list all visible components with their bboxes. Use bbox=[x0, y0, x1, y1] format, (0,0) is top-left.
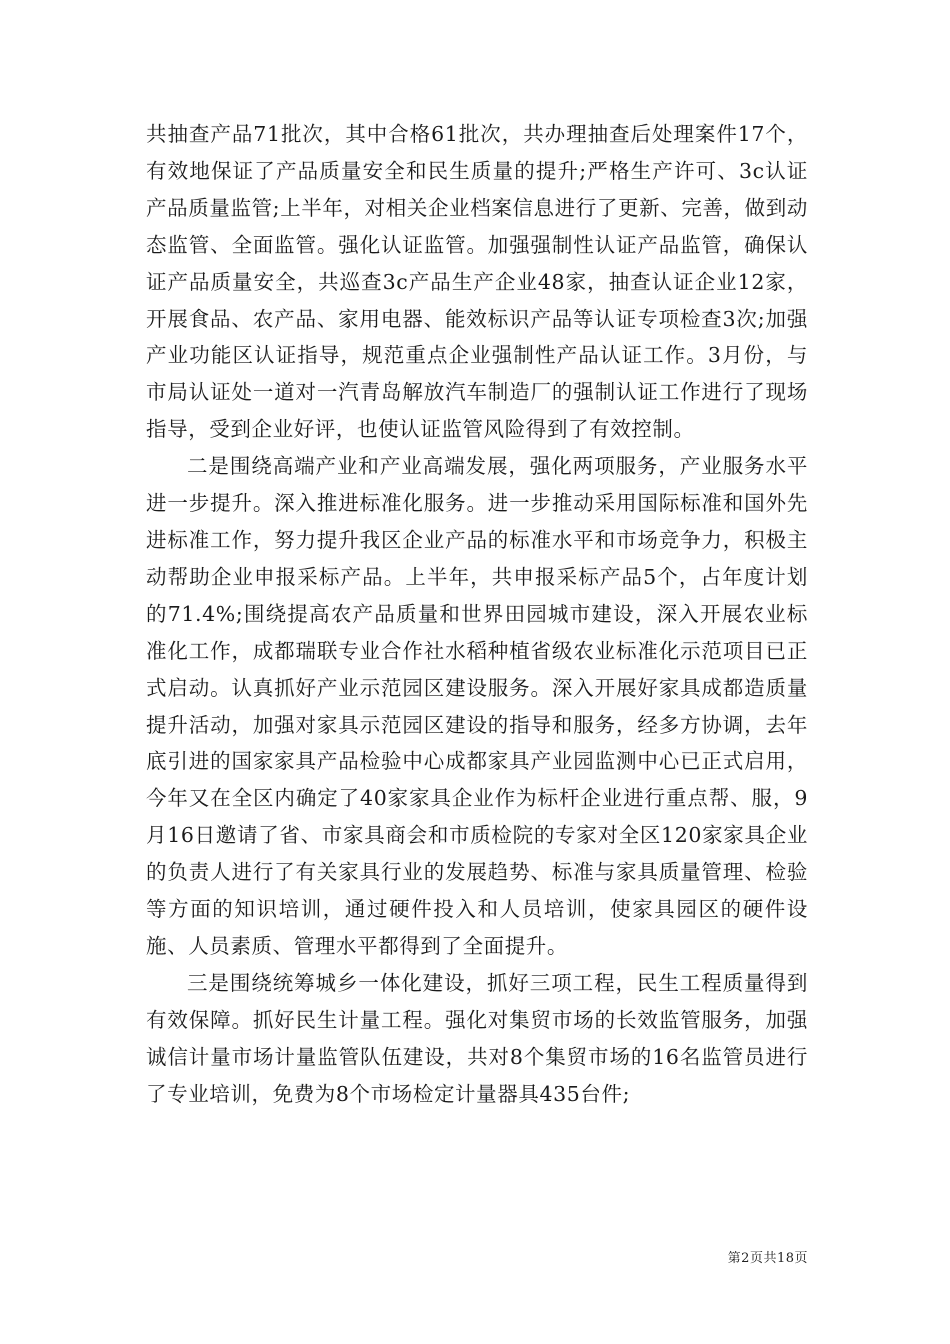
page-number: 第2页共18页 bbox=[727, 1251, 808, 1266]
paragraph-3: 三是围绕统筹城乡一体化建设，抓好三项工程，民生工程质量得到有效保障。抓好民生计量工程。强化对集贸市场的长效监管服务，加强诚信计量市场计量监管队伍建设，共对8个集贸市场的16名监管员进行了专业培训，免费为8个市场检定计量器具435台件; bbox=[146, 970, 808, 1106]
document-body bbox=[146, 116, 808, 1112]
paragraph-1: 共抽查产品71批次，其中合格61批次，共办理抽查后处理案件17个，有效地保证了产品质量安全和民生质量的提升;严格生产许可、3c认证产品质量监管;上半年，对相关企业档案信息进行了更新、完善，做到动态监管、全面监管。强化认证监管。加强强制性认证产品监管，确保认证产品质量安全，共巡查3c产品生产企业48家，抽查认证企业12家，开展食品、农产品、家用电器、能效标识产品等认证专项检查3次;加强产业功能区认证指导，规范重点企业强制性产品认证工作。3月份，与市局认证处一道对一汽青岛解放汽车制造厂的强制认证工作进行了现场指导，受到企业好评，也使认证监管风险得到了有效控制。 bbox=[146, 122, 808, 442]
paragraph-2: 二是围绕高端产业和产业高端发展，强化两项服务，产业服务水平进一步提升。深入推进标准化服务。进一步推动采用国际标准和国外先进标准工作，努力提升我区企业产品的标准水平和市场竞争力，积极主动帮助企业申报采标产品。上半年，共申报采标产品5个，占年度计划的71.4%;围绕提高农产品质量和世界田园城市建设，深入开展农业标准化工作，成都瑞联专业合作社水稻种植省级农业标准化示范项目已正式启动。认真抓好产业示范园区建设服务。深入开展好家具成都造质量提升活动，加强对家具示范园区建设的指导和服务，经多方协调，去年底引进的国家家具产品检验中心成都家具产业园监测中心已正式启用，今年又在全区内确定了40家家具企业作为标杆企业进行重点帮、服，9月16日邀请了省、市家具商会和市质检院的专家对全区120家家具企业的负责人进行了有关家具行业的发展趋势、标准与家具质量管理、检验等方面的知识培训，通过硬件投入和人员培训，使家具园区的硬件设施、人员素质、管理水平都得到了全面提升。 bbox=[146, 454, 808, 958]
